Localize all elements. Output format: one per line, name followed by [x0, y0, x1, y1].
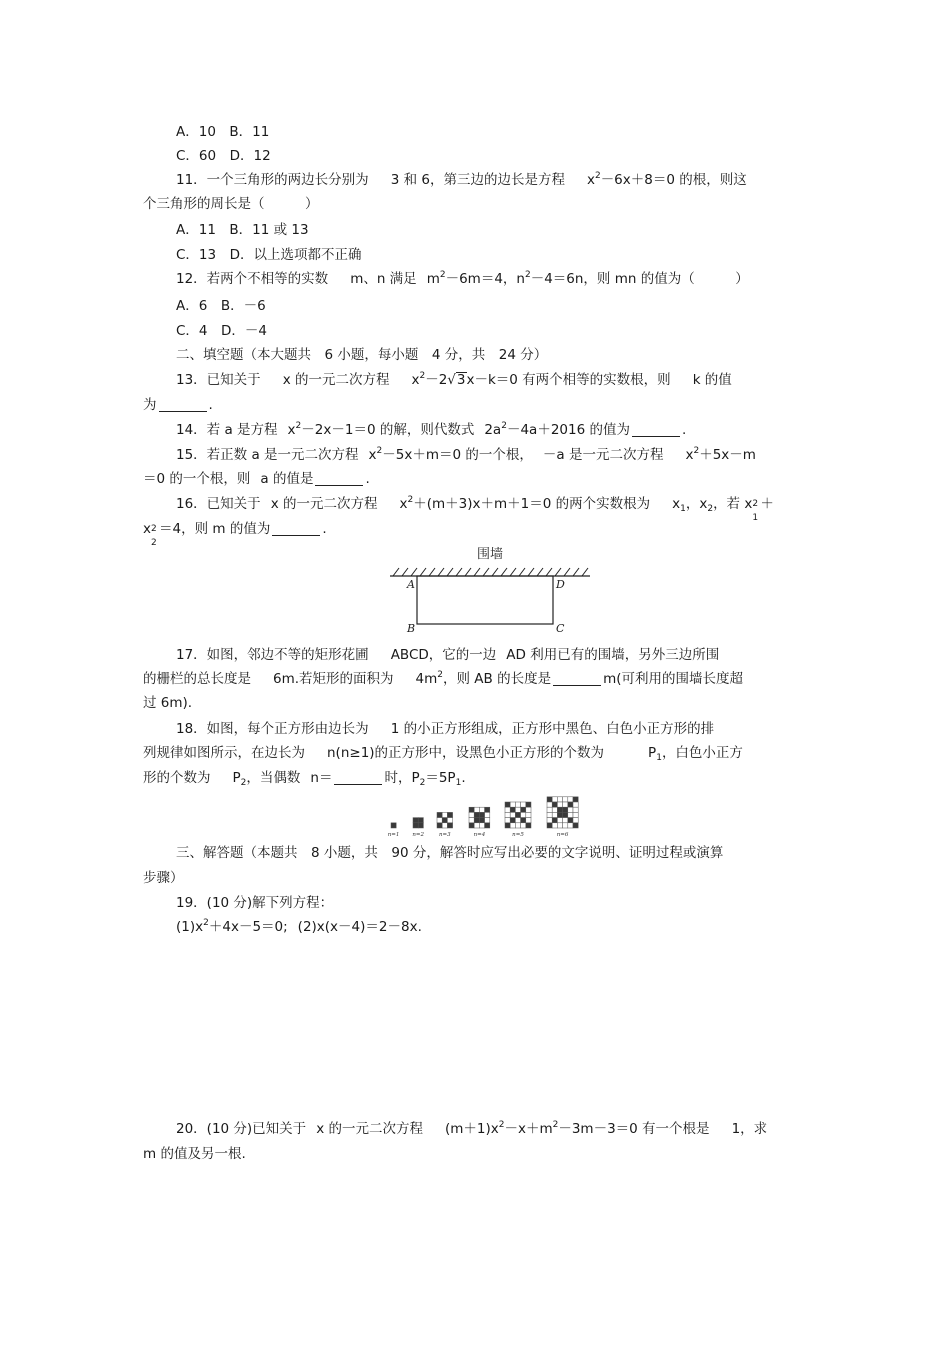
wall-hatch-mark: [411, 568, 417, 576]
white-cell: [563, 797, 568, 802]
wall-hatch-mark: [528, 568, 534, 576]
white-cell: [552, 812, 557, 817]
wall-hatch-mark: [546, 568, 552, 576]
white-cell: [557, 797, 562, 802]
black-cell: [479, 812, 484, 817]
black-cell: [418, 823, 423, 828]
black-cell: [568, 802, 573, 807]
q11-stem: 11．一个三角形的两边长分别为 3 和 6，第三边的边长是方程 $x^2-6x+8=0$ 的根，则这: [176, 171, 747, 188]
white-cell: [563, 823, 568, 828]
white-cell: [505, 807, 510, 812]
answer-blank: [159, 397, 207, 412]
black-cell: [526, 823, 531, 828]
wall-hatch-mark: [420, 568, 426, 576]
wall-hatch-mark: [564, 568, 570, 576]
white-cell: [573, 818, 578, 823]
white-cell: [447, 818, 452, 823]
wall-hatching: [393, 568, 588, 576]
black-cell: [469, 823, 474, 828]
white-cell: [469, 818, 474, 823]
q16-stem: 16．已知关于 x 的一元二次方程 $x^2+(m+3)x+m+1=0$ 的两个实数根为 $x_1$，$x_2$，若 x 2 1 ＋: [176, 495, 774, 523]
white-cell: [557, 818, 562, 823]
white-cell: [479, 823, 484, 828]
q17-stem-cont: 的栅栏的总长度是 6m.若矩形的面积为 $4m^2$，则 AB 的长度是 m(可利用的围墙长度超: [143, 670, 744, 687]
q13-stem: 13．已知关于 x 的一元二次方程 $x^2-2√3x-k=0$ 有两个相等的实数根，则 k 的值: [176, 371, 732, 388]
white-cell: [485, 818, 490, 823]
black-cell: [521, 807, 526, 812]
black-cell: [505, 802, 510, 807]
pattern-label-n1: n=1: [387, 832, 400, 838]
black-cell: [547, 823, 552, 828]
q10-options-ab: A．10 B．11: [176, 124, 270, 140]
white-cell: [510, 823, 515, 828]
q11-stem-cont: 个三角形的周长是（ ）: [143, 196, 319, 212]
black-cell: [479, 818, 484, 823]
pattern-label-n5: n=5: [512, 832, 524, 838]
wall-hatch-mark: [447, 568, 453, 576]
pattern-grid-n1: [391, 823, 396, 828]
pattern-grid-n5: [505, 802, 531, 828]
q15-stem-cont: ＝0 的一个根，则 a 的值是 .: [143, 471, 370, 487]
white-cell: [510, 812, 515, 817]
wall-hatch-mark: [465, 568, 471, 576]
black-cell: [552, 818, 557, 823]
white-cell: [474, 823, 479, 828]
white-cell: [515, 807, 520, 812]
pattern-label-n3: n=3: [438, 832, 451, 838]
q20-stem: 20．(10 分)已知关于 x 的一元二次方程 $(m+1)x^2-x+m^2-3m-3=0$ 有一个根是 1，求: [176, 1120, 768, 1137]
white-cell: [552, 823, 557, 828]
answer-blank: [553, 671, 601, 686]
white-cell: [505, 818, 510, 823]
answer-blank: [334, 770, 382, 785]
wall-hatch-mark: [510, 568, 516, 576]
white-cell: [547, 802, 552, 807]
pattern-grid-n6: [547, 797, 578, 828]
white-cell: [568, 823, 573, 828]
q13-stem-cont: 为 .: [143, 397, 213, 413]
answer-blank: [632, 422, 680, 437]
vertex-c: C: [556, 622, 565, 635]
q12-stem: 12．若两个不相等的实数 m、n 满足 $m^2-6m=4$，$n^2-4=6n$，则 mn 的值为（ ）: [176, 270, 749, 287]
wall-hatch-mark: [483, 568, 489, 576]
white-cell: [526, 818, 531, 823]
white-cell: [552, 807, 557, 812]
wall-hatch-mark: [438, 568, 444, 576]
white-cell: [557, 823, 562, 828]
white-cell: [547, 818, 552, 823]
q19-stem: 19．(10 分)解下列方程：: [176, 895, 334, 911]
vertex-a: A: [407, 578, 415, 591]
q18-stem-cont: 列规律如图所示，在边长为 n(n≥1)的正方形中，设黑色小正方形的个数为 $P_1$，白色小正方: [143, 745, 743, 763]
wall-hatch-mark: [474, 568, 480, 576]
white-cell: [526, 807, 531, 812]
q18-stem-end: 形的个数为 $P_2$，当偶数 n＝ 时，$P_2=5P_1$.: [143, 770, 466, 788]
wall-hatch-mark: [573, 568, 579, 576]
wall-hatch-mark: [429, 568, 435, 576]
white-cell: [573, 812, 578, 817]
white-cell: [573, 802, 578, 807]
q11-options-ab: A．11 B．11 或 13: [176, 222, 309, 238]
vertex-b: B: [407, 622, 416, 635]
q12-options-ab: A．6 B．－6: [176, 298, 266, 314]
white-cell: [521, 802, 526, 807]
white-cell: [563, 802, 568, 807]
black-cell: [485, 807, 490, 812]
black-cell: [447, 823, 452, 828]
black-cell: [391, 823, 396, 828]
black-cell: [521, 818, 526, 823]
white-cell: [573, 807, 578, 812]
black-cell: [552, 802, 557, 807]
black-cell: [485, 823, 490, 828]
white-cell: [474, 807, 479, 812]
white-cell: [469, 812, 474, 817]
answer-blank: [272, 521, 320, 536]
q17-stem: 17．如图，邻边不等的矩形花圃 ABCD，它的一边 AD 利用已有的围墙，另外三边所围: [176, 647, 720, 663]
q11-options-cd: C．13 D．以上选项都不正确: [176, 247, 362, 263]
white-cell: [479, 807, 484, 812]
pattern-grid-n3: [437, 812, 453, 828]
q17-stem-end: 过 6m).: [143, 695, 193, 711]
black-cell: [547, 797, 552, 802]
wall-hatch-mark: [519, 568, 525, 576]
black-cell: [442, 818, 447, 823]
black-cell: [413, 818, 418, 823]
white-cell: [568, 812, 573, 817]
sqrt-symbol: √: [447, 372, 456, 388]
figure-square-patterns: [385, 790, 595, 840]
white-cell: [515, 823, 520, 828]
black-cell: [568, 818, 573, 823]
black-cell: [418, 818, 423, 823]
black-cell: [573, 823, 578, 828]
pattern-label-n4: n=4: [473, 832, 486, 838]
q19-equations: $(1)x^2+4x-5=0$; (2)x(x－4)＝2－8x.: [176, 918, 422, 935]
wall-hatch-mark: [582, 568, 588, 576]
q18-stem: 18．如图，每个正方形由边长为 1 的小正方形组成，正方形中黑色、白色小正方形的排: [176, 721, 715, 737]
white-cell: [547, 812, 552, 817]
black-cell: [573, 797, 578, 802]
white-cell: [526, 812, 531, 817]
white-cell: [485, 812, 490, 817]
q10-options-cd: C．60 D．12: [176, 148, 271, 164]
q16-stem-cont: x 2 2 ＝4，则 m 的值为 .: [143, 521, 327, 548]
q20-stem-cont: m 的值及另一根.: [143, 1146, 246, 1162]
wall-hatch-mark: [501, 568, 507, 576]
white-cell: [557, 802, 562, 807]
white-cell: [510, 802, 515, 807]
pattern-grid-n2: [413, 818, 423, 828]
figure-wall-rectangle: [385, 540, 595, 640]
black-cell: [437, 812, 442, 817]
white-cell: [547, 807, 552, 812]
white-cell: [552, 797, 557, 802]
black-cell: [447, 812, 452, 817]
black-cell: [557, 807, 562, 812]
white-cell: [442, 812, 447, 817]
white-cell: [568, 807, 573, 812]
black-cell: [563, 812, 568, 817]
black-cell: [515, 812, 520, 817]
white-cell: [563, 818, 568, 823]
white-cell: [515, 818, 520, 823]
black-cell: [526, 802, 531, 807]
wall-hatch-mark: [456, 568, 462, 576]
black-cell: [510, 807, 515, 812]
black-cell: [474, 812, 479, 817]
white-cell: [521, 812, 526, 817]
black-cell: [437, 823, 442, 828]
white-cell: [437, 818, 442, 823]
answer-blank: [315, 471, 363, 486]
black-cell: [557, 812, 562, 817]
section-3-heading: 三、解答题（本题共 8 小题，共 90 分，解答时应写出必要的文字说明、证明过程或演算: [176, 845, 724, 861]
black-cell: [563, 807, 568, 812]
wall-hatch-mark: [393, 568, 399, 576]
pattern-label-n6: n=6: [556, 832, 569, 838]
wall-hatch-mark: [492, 568, 498, 576]
black-cell: [474, 818, 479, 823]
garden-rectangle: [417, 576, 553, 624]
vertex-d: D: [556, 578, 565, 591]
white-cell: [442, 823, 447, 828]
black-cell: [413, 823, 418, 828]
section-2-heading: 二、填空题（本大题共 6 小题，每小题 4 分，共 24 分）: [176, 347, 548, 363]
black-cell: [469, 807, 474, 812]
wall-hatch-mark: [537, 568, 543, 576]
wall-caption: 围墙: [476, 547, 504, 562]
wall-hatch-mark: [555, 568, 561, 576]
white-cell: [515, 802, 520, 807]
black-cell: [505, 823, 510, 828]
wall-hatch-mark: [402, 568, 408, 576]
white-cell: [521, 823, 526, 828]
black-cell: [510, 818, 515, 823]
white-cell: [505, 812, 510, 817]
q14-stem: 14．若 a 是方程 $x^2-2x-1=0$ 的解，则代数式 $2a^2-4a+2016$ 的值为 .: [176, 421, 687, 438]
q15-stem: 15．若正数 a 是一元二次方程 $x^2-5x+m=0$ 的一个根， －a 是一元二次方程 $x^2+5x-m$: [176, 446, 756, 463]
q12-options-cd: C．4 D．－4: [176, 323, 267, 339]
section-3-heading-cont: 步骤）: [143, 870, 184, 886]
pattern-label-n2: n=2: [412, 832, 425, 838]
white-cell: [568, 797, 573, 802]
pattern-grid-n4: [469, 807, 490, 828]
